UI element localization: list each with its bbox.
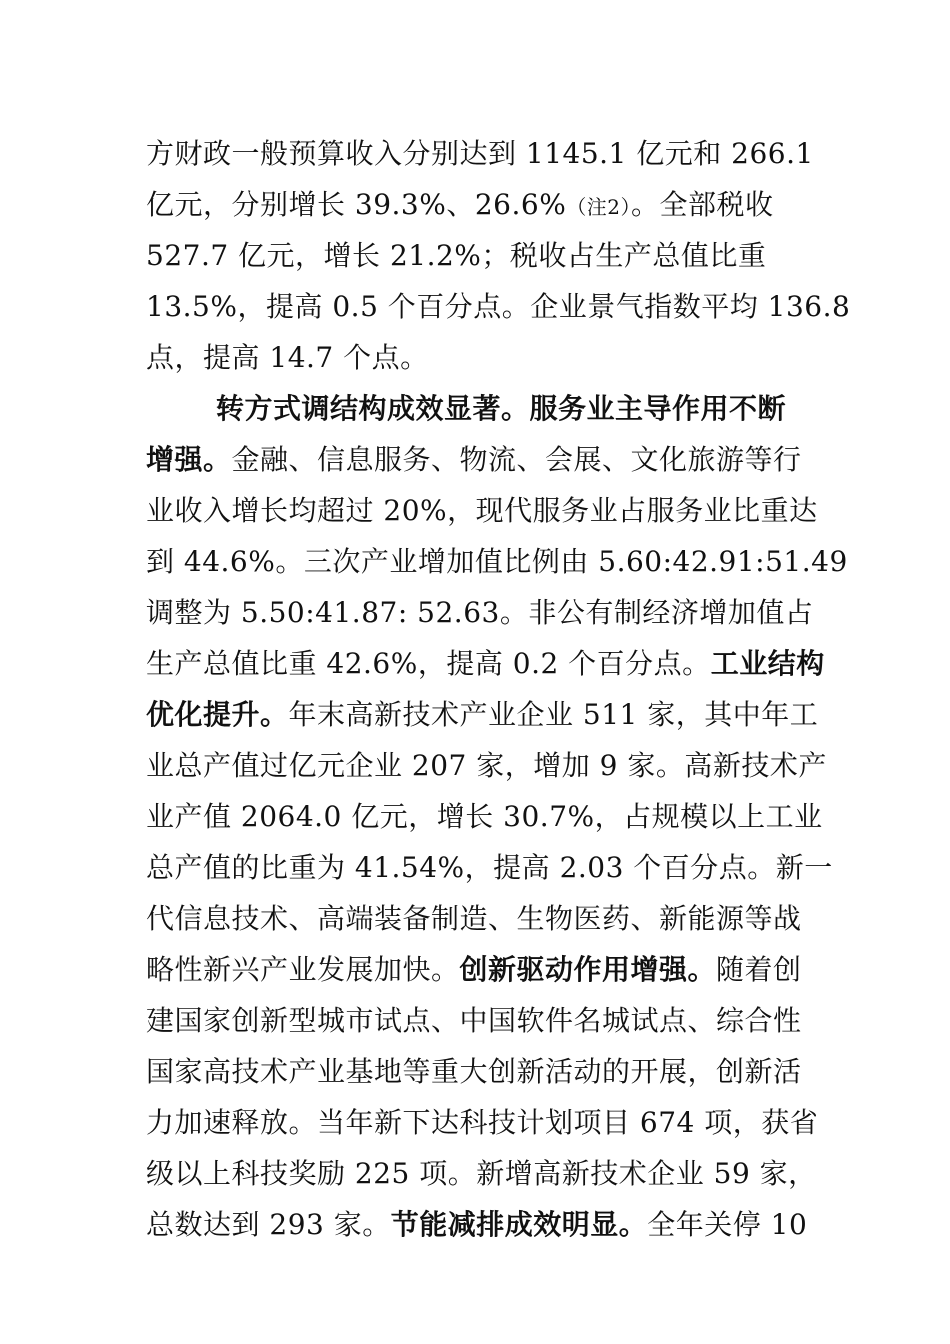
text-line <box>146 287 850 327</box>
section-heading: 转方式调结构成效显著。服务业主导作用不断 <box>216 392 787 425</box>
text-segment: 业总产值过亿元企业 207 家，增加 9 家。高新技术产 <box>146 749 827 782</box>
text-segment: 随着创 <box>716 953 802 986</box>
text-segment: 方财政一般预算收入分别达到 1145.1 亿元和 266.1 <box>146 137 814 170</box>
text-segment: 总数达到 293 家。 <box>146 1208 391 1241</box>
section-heading-line <box>216 389 786 429</box>
text-segment: 金融、信息服务、物流、会展、文化旅游等行 <box>231 443 802 476</box>
text-line <box>146 491 818 531</box>
text-segment: 级以上科技奖励 225 项。新增高新技术企业 59 家， <box>146 1157 817 1190</box>
text-segment: 到 44.6%。三次产业增加值比例由 5.60:42.91:51.49 <box>146 545 848 578</box>
text-segment: 力加速释放。当年新下达科技计划项目 674 项，获省 <box>146 1106 819 1139</box>
text-segment: 。全部税收 <box>631 188 774 221</box>
text-segment: 业产值 2064.0 亿元，增长 30.7%，占规模以上工业 <box>146 800 823 833</box>
text-segment: 调整为 5.50:41.87: 52.63。非公有制经济增加值占 <box>146 596 814 629</box>
text-segment: 略性新兴产业发展加快。 <box>146 953 460 986</box>
text-line <box>146 746 827 786</box>
text-segment: 生产总值比重 42.6%，提高 0.2 个百分点。 <box>146 647 711 680</box>
text-segment: 527.7 亿元，增长 21.2%；税收占生产总值比重 <box>146 239 767 272</box>
section-heading: 工业结构 <box>710 647 825 680</box>
text-line <box>146 593 813 633</box>
text-line <box>146 134 814 174</box>
text-line <box>146 848 833 888</box>
text-line <box>146 1205 807 1245</box>
text-line <box>146 236 766 276</box>
text-line <box>146 695 818 735</box>
text-segment: 点，提高 14.7 个点。 <box>146 341 429 374</box>
text-segment: 总产值的比重为 41.54%，提高 2.03 个百分点。新一 <box>146 851 833 884</box>
text-line <box>146 542 848 582</box>
section-heading: 增强。 <box>146 443 232 476</box>
section-heading: 优化提升。 <box>146 698 289 731</box>
text-segment: 13.5%，提高 0.5 个百分点。企业景气指数平均 136.8 <box>146 290 851 323</box>
text-segment: 国家高技术产业基地等重大创新活动的开展，创新活 <box>146 1055 802 1088</box>
text-segment: 建国家创新型城市试点、中国软件名城试点、综合性 <box>146 1004 802 1037</box>
text-segment: 代信息技术、高端装备制造、生物医药、新能源等战 <box>146 902 802 935</box>
section-heading: 节能减排成效明显。 <box>390 1208 648 1241</box>
text-line <box>146 644 825 684</box>
text-line <box>146 950 802 990</box>
section-heading: 创新驱动作用增强。 <box>459 953 717 986</box>
text-line <box>146 185 774 225</box>
text-segment: 年末高新技术产业企业 511 家，其中年工 <box>288 698 819 731</box>
text-segment: 业收入增长均超过 20%，现代服务业占服务业比重达 <box>146 494 818 527</box>
text-line <box>146 1052 802 1092</box>
text-line <box>146 1001 802 1041</box>
text-line <box>146 338 429 378</box>
text-line <box>146 797 823 837</box>
footnote-marker: （注2） <box>566 195 632 219</box>
text-line <box>146 1154 817 1194</box>
text-line <box>146 899 802 939</box>
text-line <box>146 1103 818 1143</box>
text-segment: 全年关停 10 <box>647 1208 808 1241</box>
text-line <box>146 440 802 480</box>
text-segment: 亿元，分别增长 39.3%、26.6% <box>146 188 567 221</box>
